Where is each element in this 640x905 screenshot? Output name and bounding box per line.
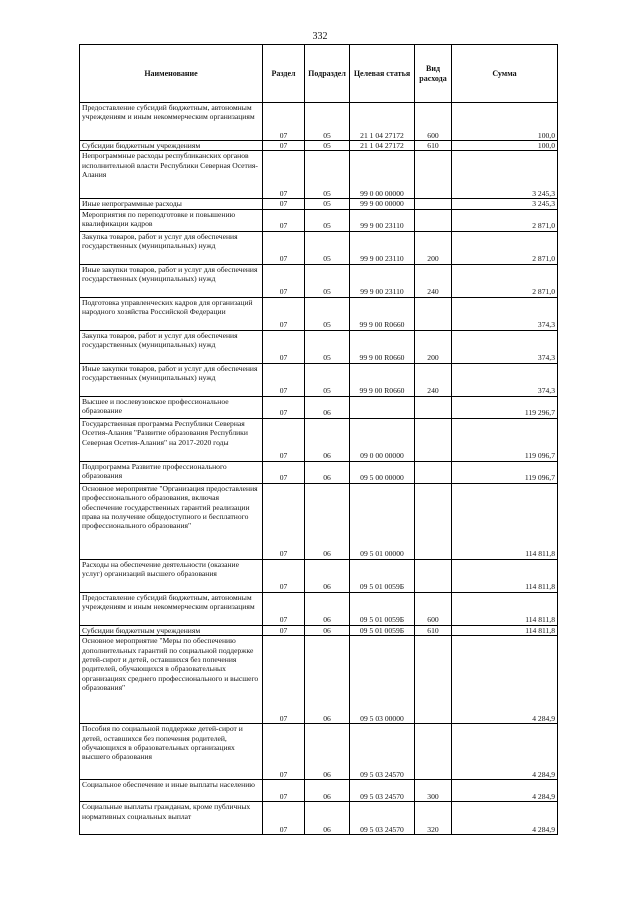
cell-podrazdel: 05 (305, 297, 350, 330)
cell-razdel: 07 (263, 103, 305, 141)
cell-name: Высшее и послевузовское профессиональное образование (80, 396, 263, 418)
cell-razdel: 07 (263, 151, 305, 199)
header-celevaya: Целевая статья (350, 45, 415, 103)
cell-celevaya: 99 9 00 00000 (350, 199, 415, 209)
table-row (80, 780, 558, 802)
cell-vid: 300 (415, 780, 452, 802)
cell-razdel: 07 (263, 724, 305, 780)
table-body (80, 103, 558, 835)
cell-summa: 3 245,3 (452, 199, 558, 209)
cell-celevaya: 09 0 00 00000 (350, 418, 415, 461)
cell-razdel: 07 (263, 625, 305, 635)
cell-razdel: 07 (263, 780, 305, 802)
cell-razdel: 07 (263, 231, 305, 264)
table-row (80, 559, 558, 592)
table-row (80, 802, 558, 835)
cell-summa: 119 096,7 (452, 461, 558, 483)
cell-razdel: 07 (263, 363, 305, 396)
cell-podrazdel: 06 (305, 461, 350, 483)
cell-summa: 4 284,9 (452, 724, 558, 780)
cell-name: Субсидии бюджетным учреждениям (80, 141, 263, 151)
cell-name: Подготовка управленческих кадров для организаций народного хозяйства Российской Федерации (80, 297, 263, 330)
cell-name: Социальное обеспечение и иные выплаты населению (80, 780, 263, 802)
cell-vid (415, 559, 452, 592)
cell-celevaya: 09 5 01 00000 (350, 483, 415, 559)
cell-razdel: 07 (263, 330, 305, 363)
budget-table (79, 44, 558, 835)
table-row (80, 483, 558, 559)
cell-name: Иные непрограммные расходы (80, 199, 263, 209)
cell-summa: 100,0 (452, 141, 558, 151)
cell-name: Расходы на обеспечение деятельности (оказание услуг) организаций высшего образования (80, 559, 263, 592)
cell-vid (415, 483, 452, 559)
cell-razdel: 07 (263, 209, 305, 231)
cell-razdel: 07 (263, 297, 305, 330)
cell-podrazdel: 06 (305, 636, 350, 724)
cell-celevaya (350, 396, 415, 418)
table-row (80, 297, 558, 330)
cell-summa: 2 871,0 (452, 231, 558, 264)
cell-celevaya: 99 9 00 23110 (350, 231, 415, 264)
table-row (80, 330, 558, 363)
cell-podrazdel: 05 (305, 231, 350, 264)
cell-vid: 240 (415, 264, 452, 297)
cell-summa: 114 811,8 (452, 483, 558, 559)
cell-celevaya: 99 9 00 23110 (350, 209, 415, 231)
cell-summa: 4 284,9 (452, 780, 558, 802)
cell-name: Государственная программа Республики Северная Осетия-Алания "Развитие образования Республики Северная Осетия-Алания" на 2017-2020 годы (80, 418, 263, 461)
cell-name: Предоставление субсидий бюджетным, автономным учреждениям и иным некоммерческим организациям (80, 103, 263, 141)
cell-podrazdel: 06 (305, 559, 350, 592)
table-row (80, 418, 558, 461)
cell-podrazdel: 06 (305, 780, 350, 802)
cell-vid (415, 199, 452, 209)
cell-name: Иные закупки товаров, работ и услуг для обеспечения государственных (муниципальных) нужд (80, 264, 263, 297)
cell-podrazdel: 05 (305, 264, 350, 297)
cell-vid (415, 151, 452, 199)
cell-summa: 4 284,9 (452, 802, 558, 835)
cell-razdel: 07 (263, 461, 305, 483)
cell-vid: 610 (415, 141, 452, 151)
table-row (80, 724, 558, 780)
header-name: Наименование (80, 45, 263, 103)
cell-summa: 119 096,7 (452, 418, 558, 461)
cell-podrazdel: 06 (305, 396, 350, 418)
cell-vid: 240 (415, 363, 452, 396)
cell-summa: 374,3 (452, 363, 558, 396)
cell-podrazdel: 06 (305, 724, 350, 780)
cell-celevaya: 09 5 01 0059Б (350, 625, 415, 635)
cell-celevaya: 09 5 03 00000 (350, 636, 415, 724)
cell-summa: 374,3 (452, 330, 558, 363)
cell-name: Основное мероприятие "Меры по обеспечению дополнительных гарантий по социальной поддержке детей-сирот и детей, оставшихся без попечения родителей, обучающихся в образовательных организациях среднего профессионального и высшего образования" (80, 636, 263, 724)
cell-celevaya: 09 5 03 24570 (350, 802, 415, 835)
cell-podrazdel: 06 (305, 625, 350, 635)
cell-summa: 3 245,3 (452, 151, 558, 199)
header-summa: Сумма (452, 45, 558, 103)
cell-razdel: 07 (263, 141, 305, 151)
table-row (80, 592, 558, 625)
table-header-row (80, 45, 558, 103)
cell-vid (415, 636, 452, 724)
cell-vid: 600 (415, 103, 452, 141)
cell-celevaya: 99 9 00 23110 (350, 264, 415, 297)
cell-vid (415, 461, 452, 483)
cell-summa: 100,0 (452, 103, 558, 141)
table-row (80, 363, 558, 396)
cell-razdel: 07 (263, 802, 305, 835)
cell-razdel: 07 (263, 396, 305, 418)
cell-vid: 610 (415, 625, 452, 635)
cell-celevaya: 99 0 00 00000 (350, 151, 415, 199)
cell-podrazdel: 05 (305, 363, 350, 396)
cell-name: Субсидии бюджетным учреждениям (80, 625, 263, 635)
cell-name: Закупка товаров, работ и услуг для обеспечения государственных (муниципальных) нужд (80, 231, 263, 264)
table-row (80, 209, 558, 231)
cell-name: Предоставление субсидий бюджетным, автономным учреждениям и иным некоммерческим организациям (80, 592, 263, 625)
cell-name: Закупка товаров, работ и услуг для обеспечения государственных (муниципальных) нужд (80, 330, 263, 363)
cell-summa: 119 296,7 (452, 396, 558, 418)
header-podrazdel: Подраздел (305, 45, 350, 103)
cell-name: Мероприятия по переподготовке и повышению квалификации кадров (80, 209, 263, 231)
cell-name: Основное мероприятие "Организация предоставления профессионального образования, включая обеспечение государственных гарантий реализации права на получение общедоступного и бесплатного профессионального образования" (80, 483, 263, 559)
cell-podrazdel: 06 (305, 418, 350, 461)
cell-celevaya: 99 9 00 R0660 (350, 330, 415, 363)
cell-podrazdel: 06 (305, 483, 350, 559)
cell-vid: 200 (415, 231, 452, 264)
table-row (80, 264, 558, 297)
cell-vid (415, 396, 452, 418)
table-row (80, 103, 558, 141)
cell-celevaya: 99 9 00 R0660 (350, 297, 415, 330)
table-row (80, 636, 558, 724)
cell-summa: 114 811,8 (452, 559, 558, 592)
cell-summa: 114 811,8 (452, 625, 558, 635)
cell-summa: 2 871,0 (452, 209, 558, 231)
cell-name: Подпрограмма Развитие профессионального образования (80, 461, 263, 483)
cell-podrazdel: 05 (305, 141, 350, 151)
cell-podrazdel: 05 (305, 209, 350, 231)
cell-celevaya: 09 5 03 24570 (350, 724, 415, 780)
cell-razdel: 07 (263, 418, 305, 461)
header-razdel: Раздел (263, 45, 305, 103)
cell-name: Иные закупки товаров, работ и услуг для обеспечения государственных (муниципальных) нужд (80, 363, 263, 396)
table-row (80, 231, 558, 264)
cell-celevaya: 09 5 00 00000 (350, 461, 415, 483)
header-vid: Вид расхода (415, 45, 452, 103)
cell-razdel: 07 (263, 483, 305, 559)
cell-vid (415, 418, 452, 461)
page-number: 332 (312, 31, 328, 42)
cell-podrazdel: 05 (305, 330, 350, 363)
cell-vid: 600 (415, 592, 452, 625)
cell-razdel: 07 (263, 636, 305, 724)
cell-podrazdel: 06 (305, 802, 350, 835)
cell-summa: 374,3 (452, 297, 558, 330)
cell-vid: 200 (415, 330, 452, 363)
cell-razdel: 07 (263, 592, 305, 625)
cell-celevaya: 09 5 01 0059Б (350, 559, 415, 592)
cell-celevaya: 09 5 01 0059Б (350, 592, 415, 625)
cell-celevaya: 21 1 04 27172 (350, 141, 415, 151)
cell-name: Непрограммные расходы республиканских органов исполнительной власти Республики Северная Осетия-Алания (80, 151, 263, 199)
cell-celevaya: 99 9 00 R0660 (350, 363, 415, 396)
cell-podrazdel: 05 (305, 199, 350, 209)
table-row (80, 199, 558, 209)
table-row (80, 625, 558, 635)
cell-summa: 114 811,8 (452, 592, 558, 625)
table-row (80, 396, 558, 418)
cell-podrazdel: 05 (305, 103, 350, 141)
table-row (80, 141, 558, 151)
cell-podrazdel: 05 (305, 151, 350, 199)
cell-vid (415, 724, 452, 780)
cell-vid: 320 (415, 802, 452, 835)
cell-summa: 4 284,9 (452, 636, 558, 724)
cell-name: Социальные выплаты гражданам, кроме публичных нормативных социальных выплат (80, 802, 263, 835)
cell-name: Пособия по социальной поддержке детей-сирот и детей, оставшихся без попечения родителей, обучающихся в образовательных организациях высшего образования (80, 724, 263, 780)
cell-vid (415, 297, 452, 330)
table-row (80, 151, 558, 199)
table-row (80, 461, 558, 483)
cell-vid (415, 209, 452, 231)
cell-razdel: 07 (263, 559, 305, 592)
cell-celevaya: 09 5 03 24570 (350, 780, 415, 802)
cell-celevaya: 21 1 04 27172 (350, 103, 415, 141)
cell-razdel: 07 (263, 199, 305, 209)
cell-summa: 2 871,0 (452, 264, 558, 297)
cell-razdel: 07 (263, 264, 305, 297)
cell-podrazdel: 06 (305, 592, 350, 625)
